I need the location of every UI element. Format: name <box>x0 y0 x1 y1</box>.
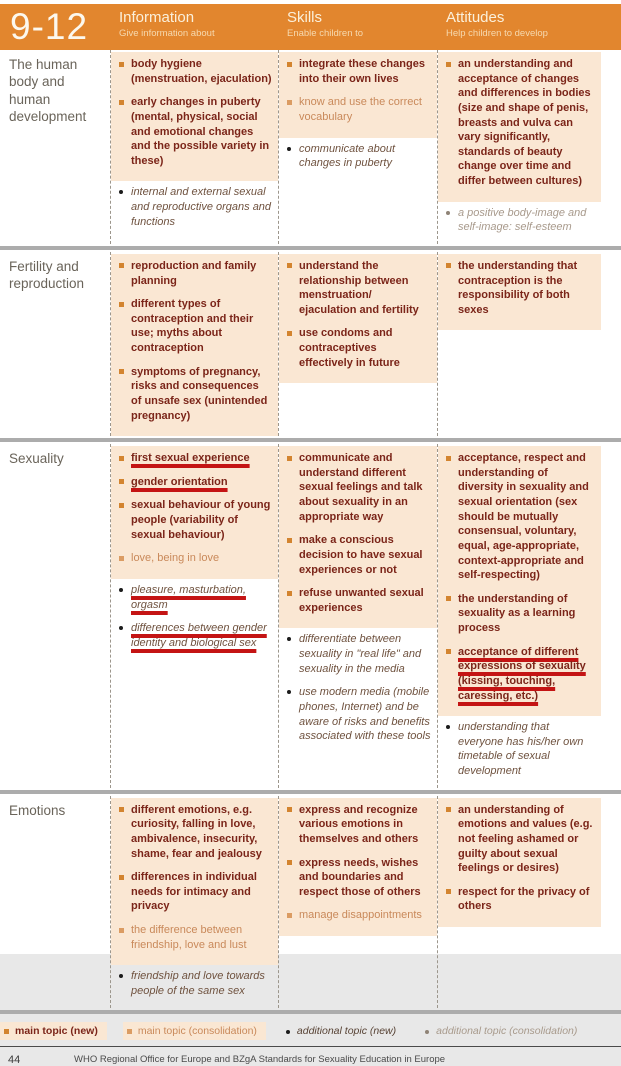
square-bullet-icon <box>444 885 458 914</box>
column-title: Information <box>119 9 195 26</box>
square-bullet-icon <box>285 451 299 524</box>
topic-item-text: early changes in puberty (mental, physical, social and emotional changes and the possible variety in these) <box>131 96 270 167</box>
topic-item-text: make a conscious decision to have sexual experiences or not <box>299 534 423 576</box>
row-separator <box>0 438 621 442</box>
square-bullet-icon <box>444 259 458 318</box>
main-topics-highlight <box>438 446 601 716</box>
legend-item <box>0 1022 107 1040</box>
topic-item <box>444 57 595 189</box>
square-bullet-icon <box>285 95 299 124</box>
square-bullet-icon <box>117 259 131 288</box>
cell-information <box>110 50 278 244</box>
topic-item-text: pleasure, masturbation, orgasm <box>131 583 246 611</box>
topic-item <box>117 498 272 542</box>
footer-text: WHO Regional Office for Europe and BZgA Standards for Sexuality Education in Europe <box>74 1053 446 1065</box>
cell-skills <box>278 796 437 1008</box>
topic-item <box>117 57 272 86</box>
square-bullet-icon <box>117 498 131 542</box>
topic-item <box>444 451 595 583</box>
topic-item <box>285 586 431 615</box>
topic-item <box>444 885 595 914</box>
topic-item <box>285 632 431 676</box>
topic-item <box>444 645 595 704</box>
legend-item-text: main topic (consolidation) <box>137 1024 257 1037</box>
topic-item-text: an understanding of emotions and values (e.g. not feeling ashamed or guilty about sexual feelings or desires) <box>458 803 593 875</box>
topic-item-text: express and recognize various emotions in themselves and others <box>299 803 419 845</box>
square-bullet-icon <box>117 57 131 86</box>
square-bullet-icon <box>117 475 131 490</box>
topic-item-text: express needs, wishes and boundaries and respect those of others <box>299 856 421 898</box>
topic-item <box>117 297 272 356</box>
square-bullet-icon <box>285 856 299 900</box>
topic-item <box>444 206 595 235</box>
main-topics-highlight <box>111 446 278 579</box>
square-bullet-icon <box>125 1025 138 1037</box>
topic-item <box>285 259 431 318</box>
header-bar <box>0 4 621 50</box>
topic-item-text: understand the relationship between menstruation/ ejaculation and fertility <box>299 259 419 316</box>
topic-item-text: different emotions, e.g. curiosity, falling in love, ambivalence, insecurity, shame, fear and jealousy <box>131 803 262 860</box>
square-bullet-icon <box>285 803 299 847</box>
topic-item-text: the understanding of sexuality as a learning process <box>458 592 576 634</box>
topic-item-text: respect for the privacy of others <box>458 885 590 913</box>
round-bullet-icon <box>444 206 458 235</box>
topic-item-text: differences between gender identity and biological sex <box>131 622 267 649</box>
square-bullet-icon <box>285 326 299 370</box>
main-topics-highlight <box>111 798 278 966</box>
topic-item <box>117 259 272 288</box>
topic-item-text: integrate these changes into their own lives <box>299 58 425 85</box>
topic-item <box>285 908 431 923</box>
matrix-row <box>0 444 621 788</box>
additional-topics <box>111 579 278 651</box>
topic-item <box>285 803 431 847</box>
topic-item-text: differences in individual needs for intimacy and privacy <box>131 871 257 913</box>
additional-topics <box>438 716 601 779</box>
topic-item <box>117 969 272 998</box>
topic-item <box>117 551 272 566</box>
main-topics-highlight <box>438 254 601 331</box>
topic-item-text: differentiate between sexuality in "real life" and sexuality in the media <box>299 633 422 675</box>
topic-item-text: acceptance, respect and understanding of diversity in sexuality and sexual orientation (sex should be mutually consensual, voluntary, equal, age-appropriate, context-appropriate and self-respecting) <box>458 452 589 582</box>
topic-item <box>117 621 272 650</box>
row-topic-label: Emotions <box>9 802 66 818</box>
topic-item <box>117 803 272 862</box>
square-bullet-icon <box>444 451 458 583</box>
main-topics-highlight <box>279 798 437 936</box>
matrix-row <box>0 252 621 436</box>
topic-item-text: communicate and understand different sexual feelings and talk about sexuality in an appropriate way <box>299 452 423 523</box>
topic-item <box>444 720 595 779</box>
column-subtitle: Enable children to <box>287 28 364 39</box>
square-bullet-icon <box>444 57 458 189</box>
square-bullet-icon <box>285 586 299 615</box>
topic-item <box>444 803 595 876</box>
main-topics-highlight <box>279 254 437 383</box>
square-bullet-icon <box>444 803 458 876</box>
topic-item-text: sexual behaviour of young people (variability of sexual behaviour) <box>131 499 271 541</box>
cell-attitudes <box>437 50 621 244</box>
topic-item-text: an understanding and acceptance of changes and differences in bodies (size and shape of penis, breasts and vulva can vary significantly, standards of beauty change over time and differ between cultures) <box>458 58 591 187</box>
column-subtitle: Give information about <box>119 28 215 39</box>
cell-skills <box>278 50 437 244</box>
topic-item <box>444 592 595 636</box>
main-topics-highlight <box>279 52 437 138</box>
topic-item-text: internal and external sexual and reproductive organs and functions <box>131 186 272 228</box>
topic-item-text: manage disappointments <box>299 909 422 922</box>
legend-item-text: additional topic (new) <box>296 1024 397 1037</box>
row-separator <box>0 1010 621 1014</box>
main-topics-highlight <box>438 52 601 202</box>
topic-item <box>117 95 272 168</box>
round-bullet-icon <box>285 632 299 676</box>
legend-item <box>282 1022 405 1040</box>
cell-information <box>110 796 278 1008</box>
round-bullet-icon <box>285 142 299 171</box>
topic-item <box>285 856 431 900</box>
topic-item <box>285 685 431 744</box>
topic-matrix <box>0 50 621 1016</box>
page-number: 44 <box>8 1053 21 1066</box>
cell-information <box>110 252 278 436</box>
topic-item <box>285 326 431 370</box>
topic-item <box>285 451 431 524</box>
additional-topics <box>279 138 437 171</box>
cell-skills <box>278 444 437 788</box>
column-header-skills <box>278 4 437 50</box>
legend-item <box>123 1022 266 1040</box>
square-bullet-icon <box>285 533 299 577</box>
legend-item-text: main topic (new) <box>15 1024 98 1037</box>
square-bullet-icon <box>117 923 131 952</box>
topic-item-text: the difference between friendship, love and lust <box>131 924 247 951</box>
square-bullet-icon <box>117 297 131 356</box>
cell-attitudes <box>437 796 621 1008</box>
round-bullet-icon <box>117 583 131 612</box>
topic-item-text: know and use the correct vocabulary <box>299 96 422 123</box>
topic-item <box>117 475 272 490</box>
additional-topics <box>111 965 278 998</box>
cell-information <box>110 444 278 788</box>
topic-item-text: use modern media (mobile phones, Internet) and be aware of risks and benefits associated with these tools <box>299 686 431 743</box>
matrix-row <box>0 50 621 244</box>
round-bullet-icon <box>117 621 131 650</box>
topic-item-text: friendship and love towards people of the same sex <box>131 970 265 997</box>
topic-item <box>117 365 272 424</box>
round-bullet-icon <box>117 969 131 998</box>
row-separator <box>0 790 621 794</box>
topic-item-text: acceptance of different expressions of sexuality (kissing, touching, caressing, etc.) <box>458 645 586 702</box>
round-bullet-icon <box>423 1025 436 1037</box>
legend-item-text: additional topic (consolidation) <box>436 1024 578 1037</box>
topic-item-text: a positive body-image and self-image: self-esteem <box>458 206 587 234</box>
topic-item-text: use condoms and contraceptives effectively in future <box>299 327 400 369</box>
round-bullet-icon <box>285 685 299 744</box>
topic-item <box>117 451 272 466</box>
square-bullet-icon <box>117 803 131 862</box>
column-title: Attitudes <box>446 9 505 26</box>
column-header-attitudes <box>437 4 621 50</box>
cell-attitudes <box>437 444 621 788</box>
legend-bar <box>0 1018 621 1046</box>
additional-topics <box>438 202 601 235</box>
square-bullet-icon <box>285 908 299 923</box>
column-header-information <box>110 4 278 50</box>
column-title: Skills <box>287 9 323 26</box>
square-bullet-icon <box>444 645 458 704</box>
cell-attitudes <box>437 252 621 436</box>
square-bullet-icon <box>2 1025 15 1037</box>
legend-item <box>421 1022 586 1040</box>
square-bullet-icon <box>117 95 131 168</box>
topic-item-text: love, being in love <box>131 552 220 565</box>
row-separator <box>0 246 621 250</box>
square-bullet-icon <box>444 592 458 636</box>
square-bullet-icon <box>285 57 299 86</box>
topic-item <box>285 57 431 86</box>
topic-item-text: refuse unwanted sexual experiences <box>299 587 424 614</box>
footer <box>0 1047 621 1066</box>
topic-item <box>285 533 431 577</box>
main-topics-highlight <box>279 446 437 628</box>
topic-item <box>285 142 431 171</box>
additional-topics <box>111 181 278 229</box>
additional-topics <box>279 628 437 743</box>
square-bullet-icon <box>117 551 131 566</box>
topic-item <box>117 583 272 612</box>
matrix-row <box>0 796 621 1008</box>
main-topics-highlight <box>111 52 278 181</box>
topic-item <box>117 185 272 229</box>
topic-item-text: understanding that everyone has his/her own timetable of sexual development <box>458 721 584 777</box>
topic-item <box>444 259 595 318</box>
topic-item-text: reproduction and family planning <box>131 259 257 287</box>
age-group-label: 9-12 <box>10 6 89 47</box>
round-bullet-icon <box>444 720 458 779</box>
square-bullet-icon <box>117 365 131 424</box>
main-topics-highlight <box>111 254 278 436</box>
topic-item-text: first sexual experience <box>131 452 250 465</box>
topic-item-text: gender orientation <box>131 475 228 488</box>
square-bullet-icon <box>117 451 131 466</box>
topic-item-text: symptoms of pregnancy, risks and consequences of unsafe sex (unintended pregnancy) <box>131 365 268 422</box>
topic-item-text: communicate about changes in puberty <box>299 142 395 170</box>
square-bullet-icon <box>285 259 299 318</box>
main-topics-highlight <box>438 798 601 927</box>
topic-item <box>117 923 272 952</box>
topic-item <box>285 95 431 124</box>
square-bullet-icon <box>117 870 131 914</box>
topic-item-text: different types of contraception and their use; myths about contraception <box>131 298 254 354</box>
topic-item-text: body hygiene (menstruation, ejaculation) <box>131 58 272 85</box>
topic-item-text: the understanding that contraception is the responsibility of both sexes <box>458 259 578 316</box>
cell-skills <box>278 252 437 436</box>
column-subtitle: Help children to develop <box>446 28 548 39</box>
topic-item <box>117 870 272 914</box>
round-bullet-icon <box>117 185 131 229</box>
row-topic-label: The human body and human development <box>9 57 87 124</box>
row-topic-label: Sexuality <box>9 451 64 467</box>
row-topic-label: Fertility and reproduction <box>9 258 85 292</box>
round-bullet-icon <box>284 1025 297 1037</box>
